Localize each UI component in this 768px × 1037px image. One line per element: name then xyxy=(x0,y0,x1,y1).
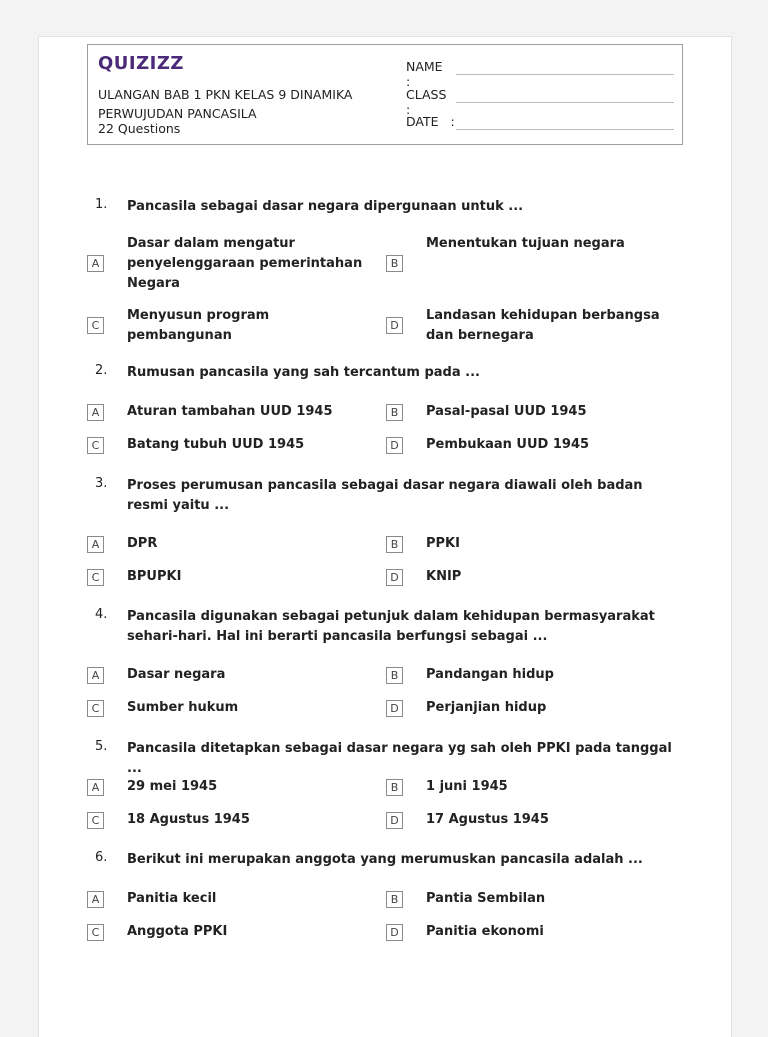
option-letter-box: A xyxy=(87,667,104,684)
question-text: Pancasila sebagai dasar negara dipergunaan untuk ... xyxy=(127,199,524,214)
option-letter-box: D xyxy=(386,700,403,717)
date-label: DATE : xyxy=(406,114,455,129)
quiz-title: ULANGAN BAB 1 PKN KELAS 9 DINAMIKA PERWUJUDAN PANCASILA xyxy=(98,87,353,121)
option-letter-box: A xyxy=(87,404,104,421)
class-line xyxy=(456,102,674,103)
option-text: Perjanjian hidup xyxy=(426,700,547,715)
option-text: Pandangan hidup xyxy=(426,667,554,682)
question-text: Pancasila ditetapkan sebagai dasar negara yg sah oleh PPKI pada tanggal ... xyxy=(127,741,672,776)
option-text: Anggota PPKI xyxy=(127,924,228,939)
option-letter-box: B xyxy=(386,536,403,553)
worksheet-header xyxy=(87,44,683,145)
option-letter-box: D xyxy=(386,317,403,334)
option-text: Pantia Sembilan xyxy=(426,891,546,906)
option-letter-box: D xyxy=(386,812,403,829)
question-number: 4. xyxy=(95,607,108,622)
option-text: Aturan tambahan UUD 1945 xyxy=(127,404,333,419)
question-text: Proses perumusan pancasila sebagai dasar negara diawali oleh badan resmi yaitu ... xyxy=(127,478,643,513)
question-text: Berikut ini merupakan anggota yang merumuskan pancasila adalah ... xyxy=(127,852,643,867)
option-letter-box: C xyxy=(87,569,104,586)
option-letter-box: B xyxy=(386,891,403,908)
option-text: Pasal-pasal UUD 1945 xyxy=(426,404,587,419)
question-number: 5. xyxy=(95,739,108,754)
option-letter-box: A xyxy=(87,536,104,553)
option-letter-box: C xyxy=(87,812,104,829)
option-letter-box: B xyxy=(386,404,403,421)
question-text: Rumusan pancasila yang sah tercantum pada ... xyxy=(127,365,480,380)
quizizz-logo: QUIZIZZ xyxy=(98,53,184,74)
option-text: Panitia ekonomi xyxy=(426,924,544,939)
option-text: Pembukaan UUD 1945 xyxy=(426,437,590,452)
question-number: 3. xyxy=(95,476,108,491)
name-line xyxy=(456,74,674,75)
question-number: 6. xyxy=(95,850,108,865)
option-letter-box: D xyxy=(386,569,403,586)
question-count: 22 Questions xyxy=(98,121,181,136)
option-letter-box: A xyxy=(87,255,104,272)
option-text: 1 juni 1945 xyxy=(426,779,508,794)
option-text: KNIP xyxy=(426,569,462,584)
option-letter-box: B xyxy=(386,255,403,272)
option-letter-box: A xyxy=(87,779,104,796)
option-text: Dasar dalam mengatur penyelenggaraan pemerintahan Negara xyxy=(127,236,363,291)
option-letter-box: C xyxy=(87,924,104,941)
option-text: 17 Agustus 1945 xyxy=(426,812,549,827)
option-text: Landasan kehidupan berbangsa dan bernegara xyxy=(426,308,660,343)
option-text: Panitia kecil xyxy=(127,891,217,906)
question-number: 1. xyxy=(95,197,108,212)
option-text: PPKI xyxy=(426,536,460,551)
date-line xyxy=(456,129,674,130)
name-label: NAME : xyxy=(406,59,443,89)
option-text: BPUPKI xyxy=(127,569,182,584)
option-letter-box: C xyxy=(87,317,104,334)
option-text: 29 mei 1945 xyxy=(127,779,218,794)
option-text: Menentukan tujuan negara xyxy=(426,236,625,251)
option-text: Dasar negara xyxy=(127,667,226,682)
worksheet-page xyxy=(38,36,732,1037)
class-label: CLASS : xyxy=(406,87,447,117)
option-letter-box: A xyxy=(87,891,104,908)
option-text: Batang tubuh UUD 1945 xyxy=(127,437,305,452)
option-letter-box: C xyxy=(87,700,104,717)
question-text: Pancasila digunakan sebagai petunjuk dalam kehidupan bermasyarakat sehari-hari. Hal ini berarti pancasila berfungsi sebagai ... xyxy=(127,609,655,644)
option-letter-box: B xyxy=(386,667,403,684)
option-letter-box: B xyxy=(386,779,403,796)
question-number: 2. xyxy=(95,363,108,378)
option-letter-box: D xyxy=(386,437,403,454)
option-text: 18 Agustus 1945 xyxy=(127,812,250,827)
option-letter-box: D xyxy=(386,924,403,941)
option-text: DPR xyxy=(127,536,158,551)
option-text: Menyusun program pembangunan xyxy=(127,308,270,343)
option-text: Sumber hukum xyxy=(127,700,239,715)
option-letter-box: C xyxy=(87,437,104,454)
